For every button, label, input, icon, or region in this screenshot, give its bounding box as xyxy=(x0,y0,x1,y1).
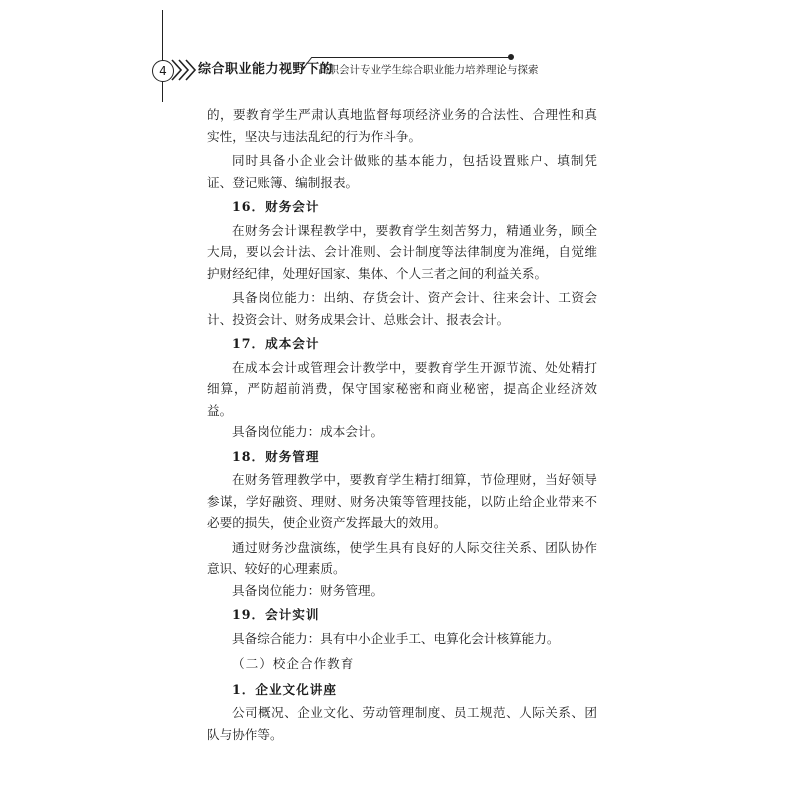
paragraph: 在成本会计或管理会计教学中，要教育学生开源节流、处处精打细算，严防超前消费，保守国家秘密和商业秘密，提高企业经济效益。 xyxy=(207,359,597,418)
header-divider-slant xyxy=(300,57,314,71)
paragraph: 通过财务沙盘演练，使学生具有良好的人际交往关系、团队协作意识、较好的心理素质。 xyxy=(207,539,597,576)
page-number: 4 xyxy=(152,60,174,82)
chevron-right-icon xyxy=(170,57,198,83)
section-heading-16: 16．财务会计 xyxy=(232,199,320,214)
book-subtitle: 高职会计专业学生综合职业能力培养理论与探索 xyxy=(318,64,539,76)
section-heading-18: 18．财务管理 xyxy=(232,448,320,464)
header-dot xyxy=(508,54,514,60)
paragraph: 具备综合能力：具有中小企业手工、电算化会计核算能力。 xyxy=(232,630,560,646)
paragraph: 具备岗位能力：财务管理。 xyxy=(232,582,384,598)
subsection-heading: （二）校企合作教育 xyxy=(232,656,355,671)
section-heading-17: 17．成本会计 xyxy=(232,336,320,351)
header-line xyxy=(312,57,510,58)
section-heading-1: 1．企业文化讲座 xyxy=(232,681,337,697)
paragraph: 具备岗位能力：出纳、存货会计、资产会计、往来会计、工资会计、投资会计、财务成果会计、总账会计、报表会计。 xyxy=(207,290,597,327)
paragraph: 具备岗位能力：成本会计。 xyxy=(232,424,384,439)
section-heading-19: 19．会计实训 xyxy=(232,607,320,622)
header-vertical-rule xyxy=(162,10,163,102)
page-body xyxy=(207,104,597,745)
paragraph: 公司概况、企业文化、劳动管理制度、员工规范、人际关系、团队与协作等。 xyxy=(207,705,597,742)
paragraph: 在财务管理教学中，要教育学生精打细算，节俭理财，当好领导参谋，学好融资、理财、财务决策等管理技能，以防止给企业带来不必要的损失，使企业资产发挥最大的效用。 xyxy=(207,472,597,530)
paragraph: 在财务会计课程教学中，要教育学生刻苦努力，精通业务，顾全大局，要以会计法、会计准则、会计制度等法律制度为准绳，自觉维护财经纪律，处理好国家、集体、个人三者之间的利益关系。 xyxy=(207,222,597,281)
book-title: 综合职业能力视野下的 xyxy=(198,62,334,77)
paragraph: 同时具备小企业会计做账的基本能力，包括设置账户、填制凭证、登记账簿、编制报表。 xyxy=(207,153,597,190)
paragraph: 的，要教育学生严肃认真地监督每项经济业务的合法性、合理性和真实性，坚决与违法乱纪的行为作斗争。 xyxy=(207,107,597,144)
